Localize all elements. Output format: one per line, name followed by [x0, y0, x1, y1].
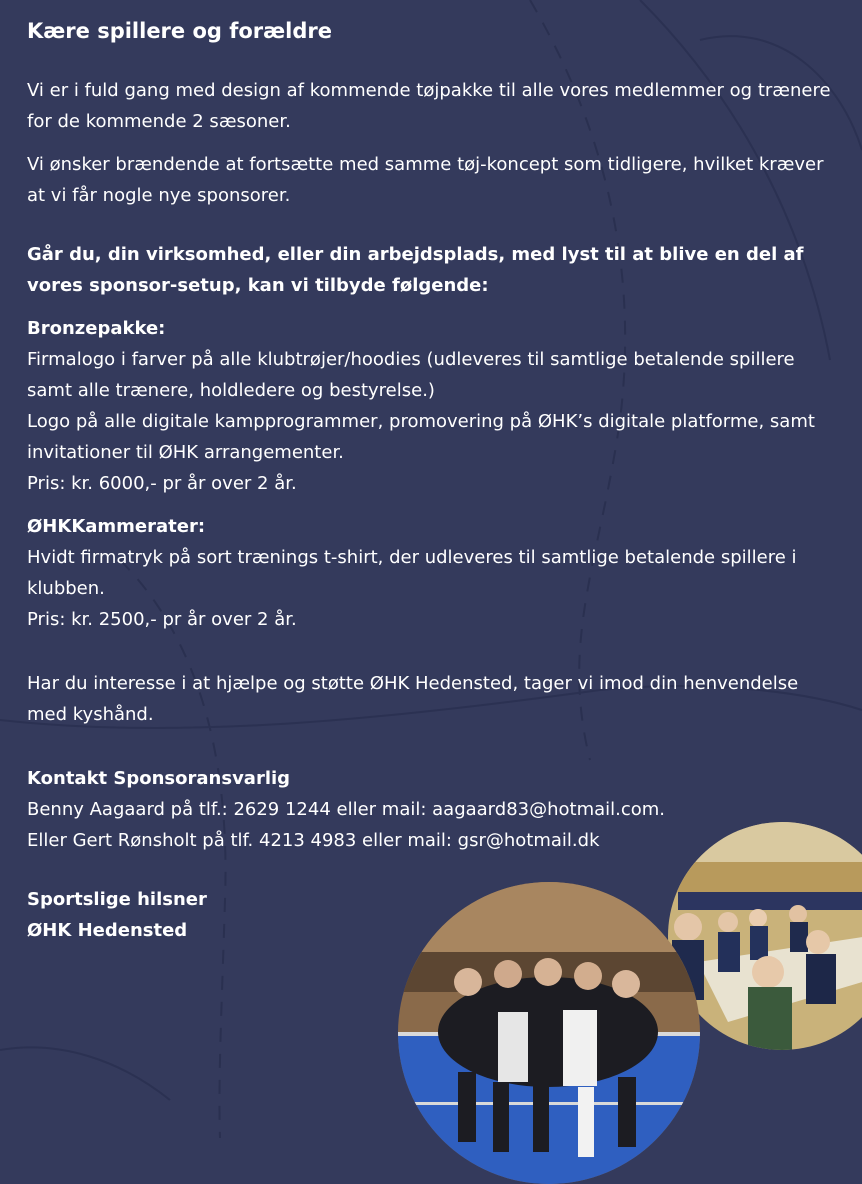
- contact-line: Benny Aagaard på tlf.: 2629 1244 eller mail: aagaard83@hotmail.com.: [27, 799, 666, 820]
- team-huddle-photo: [398, 882, 700, 1184]
- intro-paragraph-2: Vi ønsker brændende at fortsætte med samme tøj-koncept som tidligere, hvilket kræver at vi får nogle nye sponsorer.: [27, 154, 824, 206]
- package-ohk-kammerater: [27, 511, 837, 635]
- contact-heading: Kontakt Sponsoransvarlig: [27, 768, 291, 789]
- contact-line: Eller Gert Rønsholt på tlf. 4213 4983 eller mail: gsr@hotmail.dk: [27, 830, 600, 851]
- package-name: ØHKKammerater:: [27, 516, 206, 537]
- package-name: Bronzepakke:: [27, 318, 166, 339]
- package-price: Pris: kr. 6000,- pr år over 2 år.: [27, 473, 297, 494]
- sign-off-sender: ØHK Hedensted: [27, 920, 188, 941]
- interest-paragraph: Har du interesse i at hjælpe og støtte ØHK Hedensted, tager vi imod din henvendelse med kyshånd.: [27, 673, 799, 725]
- intro-paragraph-1: Vi er i fuld gang med design af kommende tøjpakke til alle vores medlemmer og trænere for de kommende 2 sæsoner.: [27, 80, 831, 132]
- package-description: Hvidt firmatryk på sort trænings t-shirt, der udleveres til samtlige betalende spillere i klubben.: [27, 547, 797, 599]
- offer-heading: Går du, din virksomhed, eller din arbejdsplads, med lyst til at blive en del af vores sponsor-setup, kan vi tilbyde følgende:: [27, 244, 804, 296]
- letter-body: [27, 14, 837, 946]
- package-price: Pris: kr. 2500,- pr år over 2 år.: [27, 609, 297, 630]
- package-bronze: [27, 313, 837, 499]
- letter-title: Kære spillere og forældre: [27, 19, 332, 43]
- package-description: Firmalogo i farver på alle klubtrøjer/hoodies (udleveres til samtlige betalende spillere samt alle trænere, holdledere og bestyrelse.): [27, 349, 795, 401]
- package-description: Logo på alle digitale kampprogrammer, promovering på ØHK’s digitale platforme, samt invitationer til ØHK arrangementer.: [27, 411, 815, 463]
- sign-off-greeting: Sportslige hilsner: [27, 889, 207, 910]
